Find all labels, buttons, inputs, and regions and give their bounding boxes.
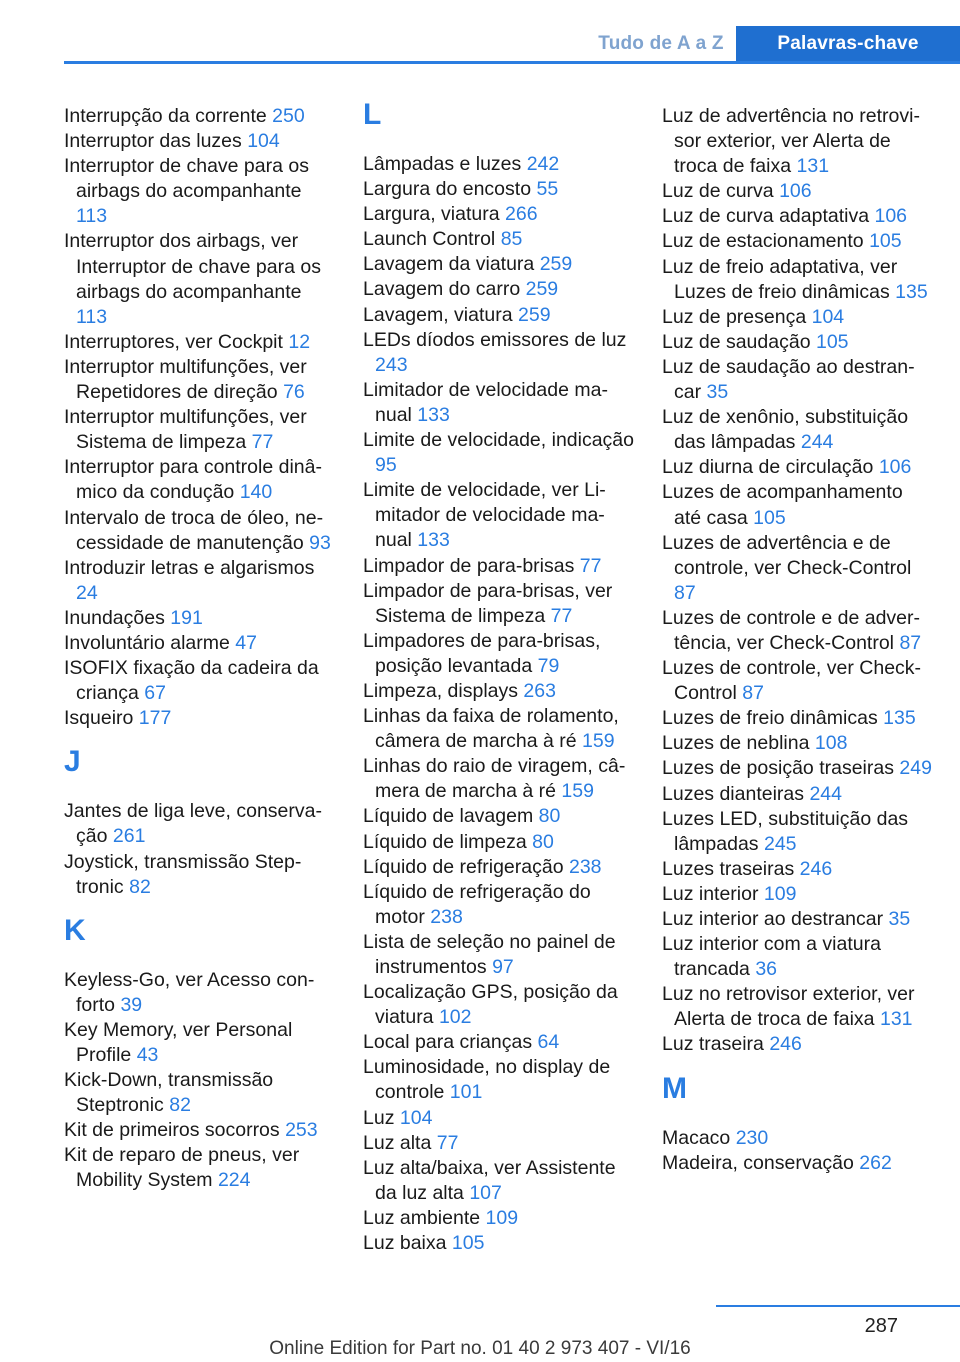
index-entry <box>662 756 934 781</box>
page-link[interactable]: 107 <box>469 1181 502 1204</box>
page-link[interactable]: 266 <box>505 203 538 226</box>
index-term: Luz de estacionamento <box>662 230 864 253</box>
page-link[interactable]: 43 <box>136 1044 159 1066</box>
index-term: Luz diurna de circulação <box>662 456 874 479</box>
index-term: Luzes de advertência e de controle, ver Check-Control <box>662 531 912 579</box>
index-entry <box>64 1068 336 1118</box>
page-link[interactable]: 159 <box>561 780 594 803</box>
page-link[interactable]: 133 <box>417 529 450 552</box>
page-link[interactable]: 177 <box>138 707 172 730</box>
footer-divider <box>716 1305 960 1307</box>
page-link[interactable]: 39 <box>120 993 143 1016</box>
page-link[interactable]: 80 <box>532 830 554 853</box>
page-link[interactable]: 135 <box>883 707 916 730</box>
index-entry <box>64 154 336 229</box>
index-entry <box>363 1030 635 1055</box>
page-link[interactable]: 246 <box>769 1033 802 1056</box>
page-link[interactable]: 250 <box>272 105 305 127</box>
index-entry <box>662 1032 934 1057</box>
index-entry <box>662 305 934 330</box>
index-entry <box>64 506 336 556</box>
index-term: Luz de saudação ao destrancar <box>662 355 915 404</box>
page-link[interactable]: 259 <box>518 303 551 326</box>
index-term: ISOFIX fixação da cadeira da criança <box>64 657 319 705</box>
page-link[interactable]: 85 <box>500 228 523 251</box>
index-term: Localização GPS, posição da viatura <box>363 981 618 1029</box>
index-term: Linhas do raio de viragem, câmera de marcha à ré <box>363 755 626 803</box>
index-entry <box>363 855 635 880</box>
page-link[interactable]: 105 <box>815 330 849 353</box>
index-term: Largura, viatura <box>363 203 500 226</box>
index-entry <box>662 782 934 807</box>
edition-text: Online Edition for Part no. 01 40 2 973 407 - VI/16 <box>269 1338 691 1359</box>
index-term: Limpadores de para-brisas, posição levantada <box>363 629 601 677</box>
page-link[interactable]: 105 <box>753 506 786 529</box>
index-entry <box>64 631 336 656</box>
index-entry <box>662 355 934 405</box>
index-term: Lavagem do carro <box>363 278 521 301</box>
index-term: Luzes de freio dinâmicas <box>662 707 878 730</box>
index-entry <box>363 152 635 177</box>
index-entry <box>64 455 336 505</box>
index-entry <box>363 303 635 328</box>
index-entry <box>64 1018 336 1068</box>
index-term: Key Memory, ver Personal Profile <box>64 1018 293 1066</box>
index-entry <box>662 1151 934 1176</box>
page-link[interactable]: 87 <box>742 682 764 705</box>
index-entry <box>363 554 635 579</box>
page-link[interactable]: 82 <box>169 1094 191 1117</box>
index-column-2 <box>363 98 635 1256</box>
index-entry <box>662 179 934 204</box>
index-entry <box>662 330 934 355</box>
index-term: Luz de curva <box>662 180 774 203</box>
index-entry <box>662 104 934 179</box>
index-term: Luzes de controle, ver Check-Control <box>662 657 922 705</box>
index-term: Luz de xenônio, substituição das lâmpadas <box>662 406 909 454</box>
index-entry <box>363 1131 635 1156</box>
index-entry <box>64 850 336 900</box>
index-term: Lâmpadas e luzes <box>363 153 522 175</box>
index-term: Linhas da faixa de rolamento, câmera de marcha à ré <box>363 705 619 753</box>
index-entry <box>662 656 934 706</box>
page-link[interactable]: 262 <box>859 1151 892 1174</box>
index-term: Interruptores, ver Cockpit <box>64 330 283 353</box>
index-entry <box>363 478 635 553</box>
index-term: LEDs díodos emissores de luz <box>363 328 627 351</box>
index-term: Jantes de liga leve, conservação <box>64 800 322 848</box>
page-link[interactable]: 243 <box>375 353 408 376</box>
index-term: Madeira, conservação <box>662 1151 854 1174</box>
index-entry <box>363 1156 635 1206</box>
index-entry <box>363 629 635 679</box>
page-link[interactable]: 77 <box>579 554 602 577</box>
index-term: Luz de curva adaptativa <box>662 205 870 228</box>
index-entry <box>363 579 635 629</box>
index-entry <box>64 330 336 355</box>
page-link[interactable]: 106 <box>878 456 912 479</box>
index-entry <box>363 930 635 980</box>
index-term: Luz de saudação <box>662 330 811 353</box>
page-link[interactable]: 259 <box>539 253 573 276</box>
index-term: Luzes de neblina <box>662 732 810 755</box>
index-entry <box>662 706 934 731</box>
index-term: Isqueiro <box>64 707 134 730</box>
page-link[interactable]: 238 <box>430 905 463 928</box>
index-entry <box>64 104 336 129</box>
index-term: Luzes de acompanhamento até casa <box>662 481 903 529</box>
index-column-1 <box>64 104 336 1194</box>
page-link[interactable]: 104 <box>247 130 280 153</box>
index-entry <box>64 355 336 405</box>
index-entry <box>363 980 635 1030</box>
index-entry <box>64 968 336 1018</box>
page-link[interactable]: 109 <box>763 882 797 905</box>
index-entry <box>363 252 635 277</box>
index-entry <box>363 704 635 754</box>
index-term: Macaco <box>662 1126 731 1149</box>
index-term: Inundações <box>64 606 165 629</box>
index-entry <box>363 177 635 202</box>
index-entry <box>363 1231 635 1256</box>
page-link[interactable]: 77 <box>251 431 274 454</box>
page-link[interactable]: 105 <box>451 1232 485 1255</box>
index-entry <box>64 229 336 329</box>
index-entry <box>662 907 934 932</box>
section-letter: K <box>64 913 86 947</box>
page-link[interactable]: 249 <box>899 757 932 780</box>
index-term: Lavagem, viatura <box>363 303 513 326</box>
index-entry <box>662 857 934 882</box>
index-term: Limitador de velocidade manual <box>363 378 608 426</box>
index-entry <box>363 754 635 804</box>
page-link[interactable]: 64 <box>537 1031 560 1054</box>
page-link[interactable]: 35 <box>888 908 911 930</box>
index-entry <box>363 328 635 378</box>
page-link[interactable]: 76 <box>283 381 305 404</box>
index-term: Luz alta/baixa, ver Assistente da luz alta <box>363 1156 616 1204</box>
index-entry <box>662 882 934 907</box>
page-link[interactable]: 67 <box>144 682 166 705</box>
index-term: Interruptor multifunções, ver Sistema de limpeza <box>64 406 307 454</box>
index-entry <box>363 1106 635 1131</box>
index-term: Líquido de refrigeração do motor <box>363 880 591 928</box>
index-entry <box>363 378 635 428</box>
index-entry <box>64 706 336 731</box>
index-term: Interruptor de chave para os airbags do acompanhante <box>64 155 309 203</box>
index-term: Luzes de posição traseiras <box>662 757 894 780</box>
page-link[interactable]: 135 <box>895 280 928 303</box>
index-entry <box>363 428 635 478</box>
index-term: Limpador de para-brisas, ver Sistema de limpeza <box>363 579 613 627</box>
page-link[interactable]: 106 <box>779 180 812 203</box>
index-entry <box>662 982 934 1032</box>
page-link[interactable]: 101 <box>449 1081 483 1104</box>
index-term: Luzes LED, substituição das lâmpadas <box>662 807 909 855</box>
index-entry <box>662 531 934 606</box>
index-term: Luz no retrovisor exterior, ver Alerta de troca de faixa <box>662 983 915 1031</box>
page-link[interactable]: 12 <box>288 330 311 353</box>
index-term: Limpador de para-brisas <box>363 554 575 577</box>
page-link[interactable]: 87 <box>674 581 696 604</box>
index-entry <box>64 556 336 606</box>
index-entry <box>363 1206 635 1231</box>
index-term: Interruptor multifunções, ver Repetidores de direção <box>64 355 307 404</box>
page-link[interactable]: 113 <box>76 305 108 328</box>
index-term: Interrupção da corrente <box>64 105 267 127</box>
index-entry <box>64 799 336 849</box>
index-entry <box>662 606 934 656</box>
page-link[interactable]: 224 <box>217 1169 251 1192</box>
page-link[interactable]: 102 <box>438 1006 472 1029</box>
index-term: Luz interior <box>662 882 759 905</box>
page-link[interactable]: 263 <box>523 679 556 702</box>
page-link[interactable]: 109 <box>485 1206 519 1229</box>
page-link[interactable]: 261 <box>112 825 146 848</box>
index-term: Luz alta <box>363 1131 432 1154</box>
index-entry <box>363 202 635 227</box>
index-term: Luz interior com a viatura trancada <box>662 933 881 981</box>
index-term: Luz de freio adaptativa, ver Luzes de freio dinâmicas <box>662 255 898 303</box>
index-entry <box>662 455 934 480</box>
page-link[interactable]: 87 <box>899 631 922 654</box>
index-entry <box>64 656 336 706</box>
index-term: Luz <box>363 1106 395 1129</box>
page-number: 287 <box>864 1315 898 1337</box>
page-link[interactable]: 47 <box>235 631 257 654</box>
index-term: Keyless-Go, ver Acesso conforto <box>64 968 315 1016</box>
index-term: Launch Control <box>363 228 496 251</box>
index-term: Luz baixa <box>363 1232 447 1255</box>
index-term: Luz de presença <box>662 305 807 328</box>
page-link[interactable]: 230 <box>735 1126 769 1149</box>
index-term: Lista de seleção no painel de instrumentos <box>363 930 616 978</box>
index-entry <box>662 255 934 305</box>
index-term: Joystick, transmissão Steptronic <box>64 850 302 898</box>
page-link[interactable]: 77 <box>550 604 573 627</box>
index-term: Líquido de limpeza <box>363 830 527 853</box>
page-link[interactable]: 245 <box>763 832 797 855</box>
index-entry <box>662 405 934 455</box>
index-entry <box>363 227 635 252</box>
section-letter: M <box>662 1071 687 1105</box>
page-link[interactable]: 159 <box>582 730 615 753</box>
index-term: Interruptor das luzes <box>64 130 242 153</box>
page-link[interactable]: 113 <box>76 205 108 228</box>
index-term: Local para crianças <box>363 1031 533 1054</box>
page-link[interactable]: 108 <box>814 732 848 755</box>
page-link[interactable]: 80 <box>538 805 561 828</box>
page-link[interactable]: 104 <box>811 305 845 328</box>
header-divider <box>64 61 960 64</box>
index-entry <box>363 880 635 930</box>
page-link[interactable]: 35 <box>706 381 729 404</box>
index-entry <box>662 731 934 756</box>
page-link[interactable]: 24 <box>76 581 98 604</box>
index-term: Interruptor para controle dinâmico da condução <box>64 456 322 504</box>
section-letter: L <box>363 98 382 131</box>
index-entry <box>363 830 635 855</box>
index-entry <box>662 229 934 254</box>
index-entry <box>64 1143 336 1193</box>
page-link[interactable]: 97 <box>492 956 514 978</box>
index-term: Luzes traseiras <box>662 857 795 880</box>
page-link[interactable]: 79 <box>537 654 560 677</box>
index-term: Luz ambiente <box>363 1206 481 1229</box>
page-link[interactable]: 131 <box>879 1008 913 1031</box>
index-term: Luz de advertência no retrovisor exterior, ver Alerta de troca de faixa <box>662 105 920 178</box>
index-term: Líquido de refrigeração <box>363 855 564 878</box>
index-term: Involuntário alarme <box>64 631 230 654</box>
page-link[interactable]: 191 <box>170 606 203 629</box>
page-link[interactable]: 259 <box>525 278 559 301</box>
index-entry <box>662 807 934 857</box>
index-entry <box>64 129 336 154</box>
index-entry <box>662 932 934 982</box>
section-letter: J <box>64 745 81 779</box>
page-link[interactable]: 131 <box>796 155 830 178</box>
index-term: Interruptor dos airbags, ver Interruptor de chave para os airbags do acompanhante <box>64 230 321 303</box>
index-entry <box>64 606 336 631</box>
index-column-3 <box>662 104 934 1176</box>
index-term: Líquido de lavagem <box>363 805 534 828</box>
index-term: Limpeza, displays <box>363 679 518 702</box>
page-link[interactable]: 105 <box>869 230 902 253</box>
tab-palavras-chave[interactable]: Palavras-chave <box>736 26 960 62</box>
index-entry <box>363 1055 635 1105</box>
page-link[interactable]: 253 <box>285 1119 318 1142</box>
index-entry <box>363 804 635 829</box>
index-term: Luzes de controle e de advertência, ver Check-Control <box>662 606 921 654</box>
page-link[interactable]: 77 <box>436 1131 459 1154</box>
index-term: Kit de reparo de pneus, ver Mobility System <box>64 1144 300 1192</box>
index-term: Intervalo de troca de óleo, necessidade de manutenção <box>64 506 324 554</box>
index-entry <box>363 277 635 302</box>
index-term: Kick-Down, transmissão Steptronic <box>64 1069 274 1117</box>
page-link[interactable]: 140 <box>239 481 273 504</box>
index-term: Kit de primeiros socorros <box>64 1119 280 1142</box>
index-term: Luzes dianteiras <box>662 782 805 805</box>
page-link[interactable]: 246 <box>799 857 833 880</box>
page-link[interactable]: 55 <box>536 178 559 201</box>
index-term: Largura do encosto <box>363 178 532 201</box>
page-link[interactable]: 106 <box>874 205 908 228</box>
index-term: Introduzir letras e algarismos <box>64 556 315 579</box>
tab-tudo-de-a-a-z[interactable]: Tudo de A a Z <box>586 26 736 62</box>
index-term: Limite de velocidade, ver Limitador de velocidade manual <box>363 479 606 552</box>
header-nav <box>586 26 960 62</box>
index-entry <box>662 480 934 530</box>
index-entry <box>662 1126 934 1151</box>
index-entry <box>363 679 635 704</box>
index-entry <box>64 405 336 455</box>
index-term: Luz traseira <box>662 1033 764 1056</box>
index-term: Luminosidade, no display de controle <box>363 1056 611 1104</box>
index-entry <box>64 1118 336 1143</box>
page-link[interactable]: 242 <box>526 153 560 175</box>
page-link[interactable]: 244 <box>809 782 842 805</box>
page-link[interactable]: 93 <box>309 531 331 554</box>
index-term: Luz interior ao destrancar <box>662 908 884 930</box>
page-link[interactable]: 238 <box>568 855 602 878</box>
index-term: Lavagem da viatura <box>363 253 535 276</box>
page-link[interactable]: 95 <box>375 454 397 477</box>
index-term: Limite de velocidade, indicação <box>363 429 635 452</box>
page-link[interactable]: 36 <box>755 958 778 981</box>
page-link[interactable]: 133 <box>417 403 450 426</box>
index-entry <box>662 204 934 229</box>
page-link[interactable]: 82 <box>129 875 151 898</box>
page-link[interactable]: 244 <box>800 431 834 454</box>
page-link[interactable]: 104 <box>399 1106 433 1129</box>
